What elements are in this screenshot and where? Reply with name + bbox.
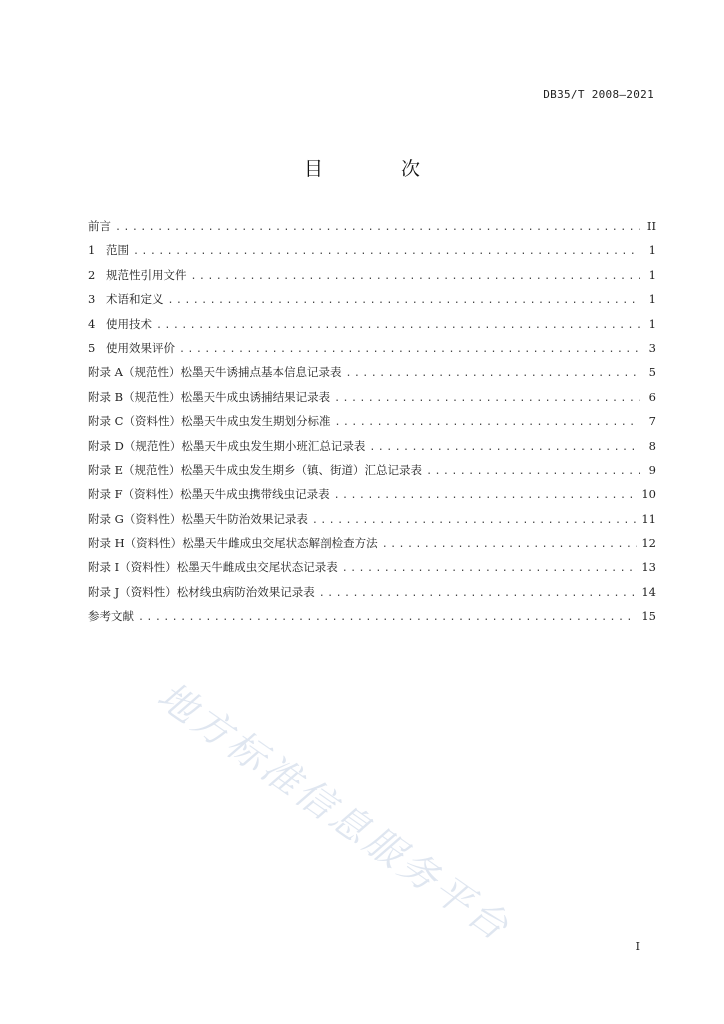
page-title: 目 次 bbox=[303, 158, 457, 180]
toc-entry-number: 3 bbox=[88, 292, 96, 307]
toc-entry-label: 松墨天牛成虫诱捕结果记录表 bbox=[180, 389, 331, 404]
toc-entry-usage-technique[interactable] bbox=[88, 316, 656, 340]
toc-annex-label: 附录 E（规范性） bbox=[88, 462, 181, 477]
toc-entry-annex-a[interactable] bbox=[88, 364, 656, 388]
toc-entry-annex-g[interactable] bbox=[88, 511, 656, 535]
toc-entry-annex-b[interactable] bbox=[88, 389, 656, 413]
toc-page-number: 3 bbox=[648, 340, 656, 355]
toc-leader-dots bbox=[334, 417, 640, 428]
toc-leader-dots bbox=[342, 563, 638, 574]
toc-leader-dots bbox=[369, 442, 640, 453]
toc-annex-label: 附录 I（资料性） bbox=[88, 560, 177, 575]
toc-entry-label: 松墨天牛雌成虫交尾状态记录表 bbox=[176, 560, 338, 575]
toc-annex-label: 附录 A（规范性） bbox=[88, 365, 181, 380]
toc-page-number: 5 bbox=[648, 365, 656, 380]
watermark: 地方标准信息服务平台 bbox=[149, 673, 519, 951]
toc-entry-annex-j[interactable] bbox=[88, 584, 656, 608]
toc-annex-label: 附录 B（规范性） bbox=[88, 389, 181, 404]
standard-code: DB35/T 2008—2021 bbox=[543, 88, 654, 101]
toc-leader-dots bbox=[345, 368, 640, 379]
toc-entry-label: 松墨天牛诱捕点基本信息记录表 bbox=[180, 365, 342, 380]
toc-entry-number: 5 bbox=[88, 340, 96, 355]
toc-page-number: 10 bbox=[641, 487, 656, 502]
toc-entry-annex-e[interactable] bbox=[88, 462, 656, 486]
toc-entry-label: 使用技术 bbox=[106, 316, 152, 331]
toc-entry-label: 参考文献 bbox=[88, 609, 134, 624]
toc-entry-label: 松墨天牛雌成虫交尾状态解剖检查方法 bbox=[182, 536, 378, 551]
toc-entry-number: 1 bbox=[88, 243, 96, 258]
toc-entry-label: 松墨天牛成虫发生期划分标准 bbox=[180, 414, 331, 429]
toc-page-number: 1 bbox=[648, 292, 656, 307]
toc-entry-annex-d[interactable] bbox=[88, 438, 656, 462]
toc-leader-dots bbox=[312, 515, 638, 526]
toc-page-number: 9 bbox=[648, 462, 656, 477]
toc-leader-dots bbox=[156, 320, 640, 331]
toc-annex-label: 附录 G（资料性） bbox=[88, 511, 182, 526]
toc-entry-effect-evaluation[interactable] bbox=[88, 340, 656, 364]
toc-entry-normative-references[interactable] bbox=[88, 267, 656, 291]
toc-page-number: 13 bbox=[641, 560, 656, 575]
toc-entry-annex-f[interactable] bbox=[88, 486, 656, 510]
toc-entry-label: 术语和定义 bbox=[106, 292, 164, 307]
toc-entry-terms-definitions[interactable] bbox=[88, 291, 656, 315]
toc-annex-label: 附录 J（资料性） bbox=[88, 584, 177, 599]
toc-page-number: 1 bbox=[648, 243, 656, 258]
toc-entry-label: 松墨天牛成虫发生期小班汇总记录表 bbox=[181, 438, 366, 453]
toc-leader-dots bbox=[168, 295, 641, 306]
toc-entry-scope[interactable] bbox=[88, 242, 656, 266]
toc-leader-dots bbox=[334, 393, 640, 404]
toc-annex-label: 附录 D（规范性） bbox=[88, 438, 182, 453]
toc-entry-label: 松墨天牛防治效果记录表 bbox=[181, 511, 308, 526]
toc-leader-dots bbox=[191, 271, 641, 282]
toc-page-number: 12 bbox=[641, 536, 656, 551]
toc-entry-label: 前言 bbox=[88, 219, 111, 233]
toc-annex-label: 附录 C（资料性） bbox=[88, 414, 181, 429]
toc-annex-label: 附录 F（资料性） bbox=[88, 487, 181, 502]
toc-leader-dots bbox=[426, 466, 640, 477]
toc-leader-dots bbox=[334, 490, 638, 501]
toc-page-number: 1 bbox=[648, 316, 656, 331]
toc-leader-dots bbox=[179, 344, 640, 355]
toc-entry-label: 松材线虫病防治效果记录表 bbox=[176, 584, 315, 599]
toc-page-number: 14 bbox=[641, 584, 656, 599]
toc-annex-label: 附录 H（资料性） bbox=[88, 536, 183, 551]
toc-page-number: 11 bbox=[641, 511, 656, 526]
toc-page-number: 6 bbox=[648, 389, 656, 404]
toc-page-number: 15 bbox=[641, 609, 656, 624]
toc-leader-dots bbox=[115, 222, 640, 233]
toc-leader-dots bbox=[319, 588, 638, 599]
toc-leader-dots bbox=[138, 612, 637, 623]
toc-page-number: 8 bbox=[648, 438, 656, 453]
toc-entry-label: 松墨天牛成虫携带线虫记录表 bbox=[180, 487, 330, 502]
toc-entry-label: 范围 bbox=[106, 243, 129, 258]
toc-entry-preface[interactable] bbox=[88, 218, 656, 242]
toc-entry-number: 4 bbox=[88, 316, 96, 331]
toc-page-number: 7 bbox=[648, 414, 656, 429]
toc-entry-annex-h[interactable] bbox=[88, 535, 656, 559]
table-of-contents bbox=[88, 218, 656, 633]
toc-entry-annex-i[interactable] bbox=[88, 559, 656, 583]
toc-page-number: II bbox=[646, 219, 656, 233]
toc-entry-label: 规范性引用文件 bbox=[106, 267, 187, 282]
toc-leader-dots bbox=[133, 246, 640, 257]
page-number: I bbox=[635, 940, 640, 953]
toc-leader-dots bbox=[382, 539, 638, 550]
toc-entry-annex-c[interactable] bbox=[88, 413, 656, 437]
toc-page-number: 1 bbox=[648, 267, 656, 282]
toc-entry-number: 2 bbox=[88, 267, 96, 282]
toc-entry-label: 使用效果评价 bbox=[106, 340, 175, 355]
toc-entry-label: 松墨天牛成虫发生期乡（镇、街道）汇总记录表 bbox=[180, 462, 423, 477]
toc-entry-bibliography[interactable] bbox=[88, 608, 656, 632]
